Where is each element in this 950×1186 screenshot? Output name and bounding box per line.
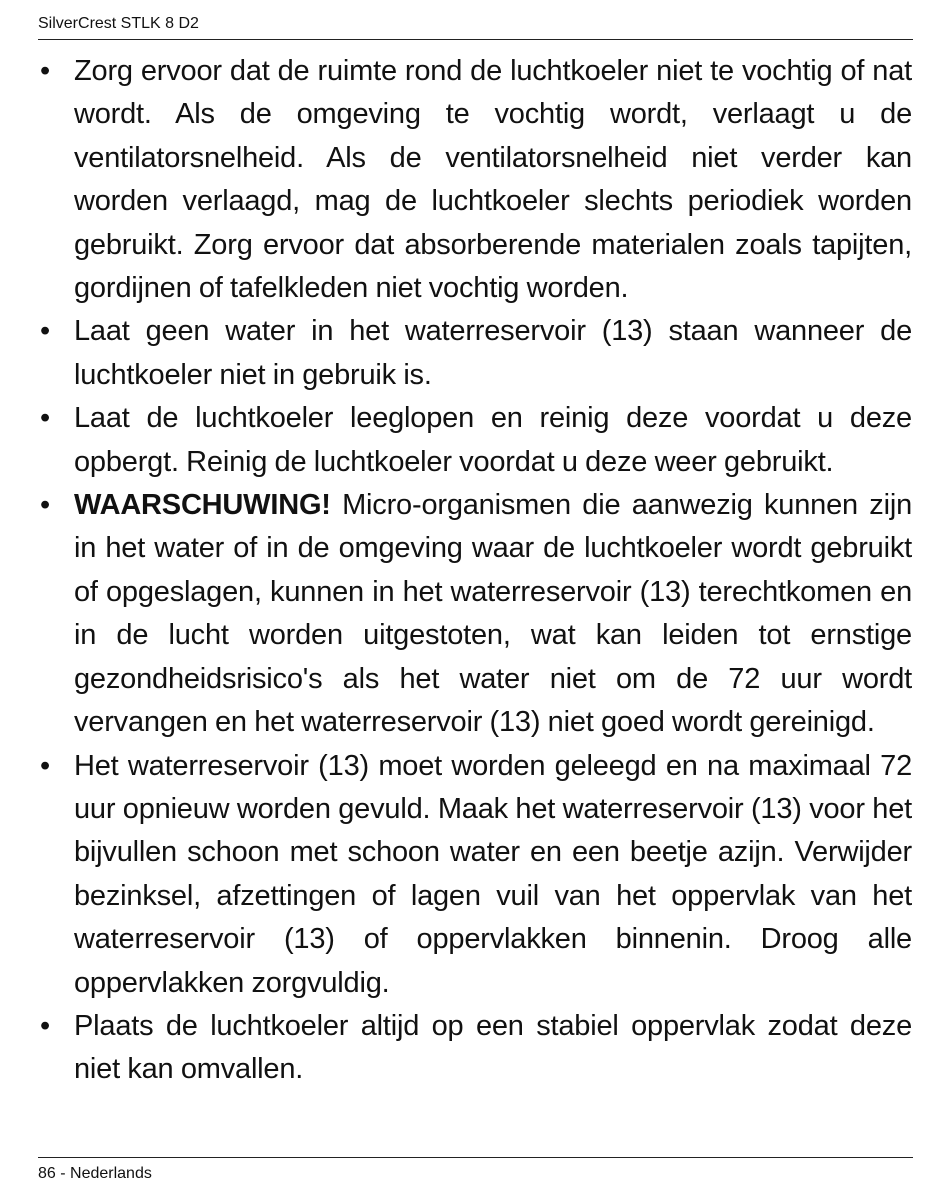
list-item-warning [38, 484, 912, 744]
list-item-text: Laat geen water in het waterreservoir (13) staan wanneer de luchtkoeler niet in gebruik is. [74, 315, 912, 391]
bullet-icon: • [40, 489, 50, 522]
list-item-text: Zorg ervoor dat de ruimte rond de luchtkoeler niet te vochtig of nat wordt. Als de omgeving te vochtig wordt, verlaagt u de ventilatorsnelheid. Als de ventilatorsnelheid niet verder kan worden verlaagd, mag de luchtkoeler slechts periodiek worden gebruikt. Zorg ervoor dat absorberende materialen zoals tapijten, gordijnen of tafelkleden niet vochtig worden. [74, 55, 912, 305]
page-header [38, 13, 913, 40]
list-item [38, 397, 912, 484]
bullet-icon: • [40, 315, 50, 348]
bullet-icon: • [40, 1009, 50, 1042]
page-footer [38, 1157, 913, 1186]
bullet-icon: • [40, 402, 50, 435]
list-item [38, 50, 912, 310]
list-item-text: Laat de luchtkoeler leeglopen en reinig deze voordat u deze opbergt. Reinig de luchtkoeler voordat u deze weer gebruikt. [74, 402, 912, 478]
list-item [38, 745, 912, 1005]
list-item-text: Het waterreservoir (13) moet worden geleegd en na maximaal 72 uur opnieuw worden gevuld. Maak het waterreservoir (13) voor het bijvullen schoon met schoon water en een beetje azijn. Verwijder bezinksel, afzettingen of lagen vuil van het oppervlak van het waterreservoir (13) of oppervlakken binnenin. Droog alle oppervlakken zorgvuldig. [74, 749, 912, 999]
bullet-icon: • [40, 749, 50, 782]
warning-label: WAARSCHUWING! [74, 489, 331, 522]
list-item [38, 310, 912, 397]
page-number-label: 86 - Nederlands [38, 1165, 152, 1182]
bullet-icon: • [40, 55, 50, 87]
list-item-text: Plaats de luchtkoeler altijd op een stabiel oppervlak zodat deze niet kan omvallen. [74, 1009, 912, 1086]
list-item [38, 1005, 912, 1092]
list-item-text: Micro-organismen die aanwezig kunnen zijn in het water of in de omgeving waar de luchtkoeler wordt gebruikt of opgeslagen, kunnen in het waterreservoir (13) terechtkomen en in de lucht worden uitgestoten, wat kan leiden tot ernstige gezondheidsrisico's als het water niet om de 72 uur wordt vervangen en het waterreservoir (13) niet goed wordt gereinigd. [74, 489, 912, 739]
safety-instructions-list [38, 50, 912, 1092]
header-title: SilverCrest STLK 8 D2 [38, 15, 199, 32]
